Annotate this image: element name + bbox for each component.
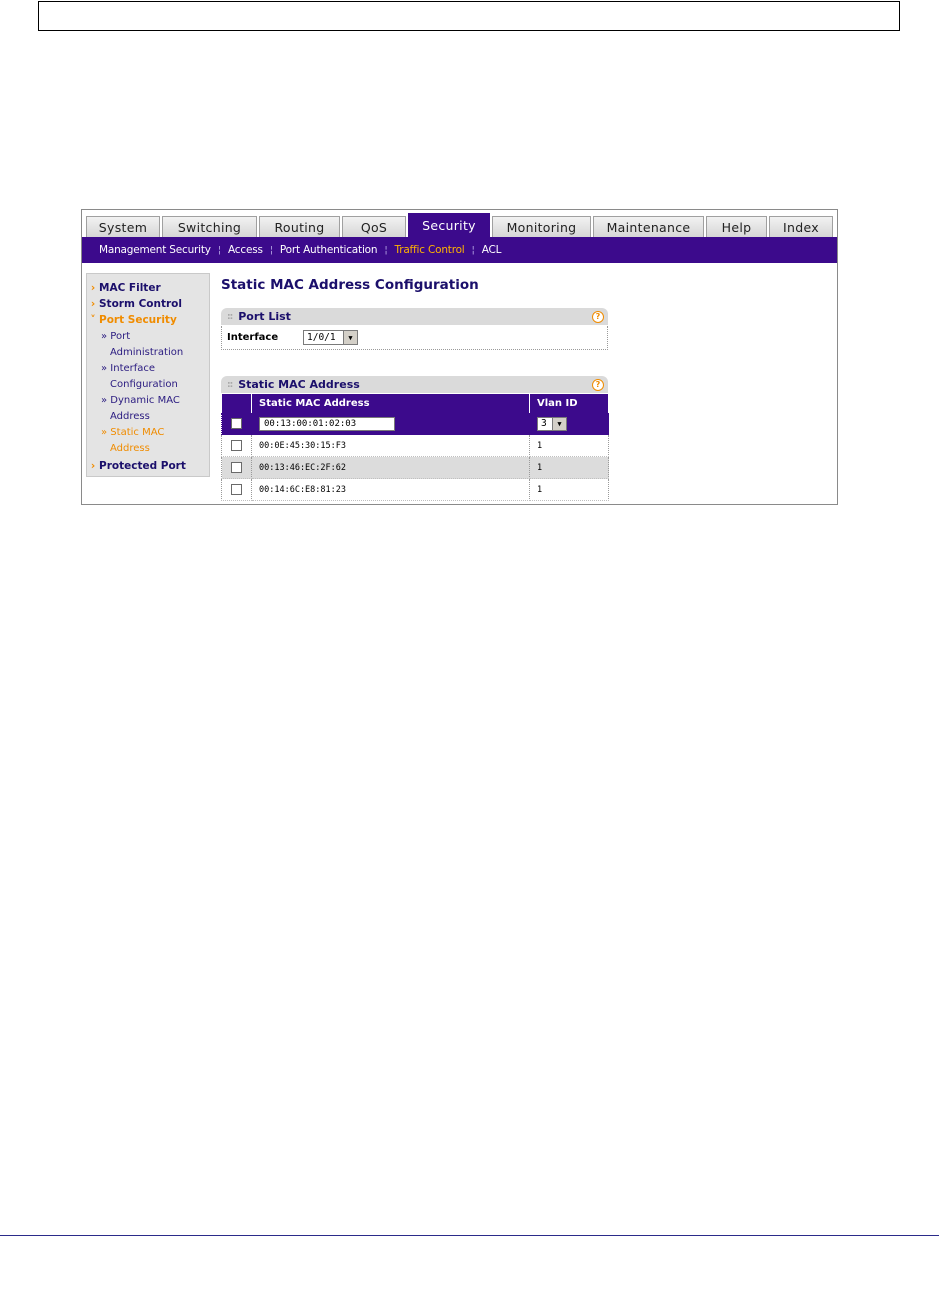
switch-web-ui [81,209,838,505]
chevron-down-icon: ˅ [90,314,96,326]
port-list-title: Port List [238,310,291,323]
subnav-access[interactable]: Access [228,244,263,256]
tab-maintenance[interactable]: Maintenance [593,216,704,237]
table-header-row [222,394,609,413]
row-vlan: 1 [530,435,609,457]
dropdown-arrow-icon[interactable]: ▼ [552,418,566,430]
sidebar-subitem-dynamic-mac-address[interactable]: » Dynamic MAC [101,395,180,406]
row-select [222,479,252,501]
footer-rule [0,1235,939,1236]
row-checkbox[interactable] [231,484,242,495]
column-header-vlan: Vlan ID [530,394,609,413]
row-mac: 00:13:46:EC:2F:62 [252,457,530,479]
tab-security[interactable]: Security [408,213,490,237]
interface-label: Interface [227,332,279,343]
sidebar-item-label: Port Security [99,314,177,326]
sidebar-item-label: Storm Control [99,298,182,310]
sidebar-subitem-port-administration[interactable]: » Port [101,331,131,342]
row-checkbox[interactable] [231,440,242,451]
sidebar-subitem-port-administration-line2[interactable]: Administration [110,347,184,358]
chevron-right-icon: › [90,282,96,294]
row-mac: 00:14:6C:E8:81:23 [252,479,530,501]
subnav-separator: ¦ [217,244,221,256]
tab-help[interactable]: Help [706,216,767,237]
sidebar-item-label: MAC Filter [99,282,161,294]
static-mac-table [221,394,609,501]
grip-icon: :: [227,311,233,322]
static-mac-panel-header [221,376,608,393]
sidebar-subitem-interface-configuration-line2[interactable]: Configuration [110,379,178,390]
sidebar-subitem-dynamic-mac-address-line2[interactable]: Address [110,411,150,422]
subnav-traffic-control[interactable]: Traffic Control [394,244,465,256]
table-row [222,479,609,501]
subnav-separator: ¦ [384,244,388,256]
subnav-management-security[interactable]: Management Security [99,244,211,256]
main-tabs [82,210,837,237]
page-title: Static MAC Address Configuration [221,277,479,293]
interface-select-value: 1/0/1 [307,332,336,343]
table-row [222,457,609,479]
sidebar [86,273,210,477]
row-vlan: 1 [530,479,609,501]
tab-monitoring[interactable]: Monitoring [492,216,591,237]
sub-navigation [82,237,837,263]
row-vlan: 1 [530,457,609,479]
tab-index[interactable]: Index [769,216,833,237]
subnav-acl[interactable]: ACL [481,244,502,256]
sidebar-subitem-static-mac-address[interactable]: » Static MAC [101,427,165,438]
interface-select[interactable] [303,330,358,345]
document-header-frame [38,1,900,31]
sidebar-item-label: Protected Port [99,460,186,472]
row-checkbox[interactable] [231,418,242,429]
chevron-right-icon: › [90,298,96,310]
grip-icon: :: [227,379,233,390]
dropdown-arrow-icon[interactable]: ▼ [343,331,357,344]
column-header-mac: Static MAC Address [252,394,530,413]
tab-switching[interactable]: Switching [162,216,257,237]
chevron-right-icon: › [90,460,96,472]
row-mac: 00:0E:45:30:15:F3 [252,435,530,457]
sidebar-item-mac-filter[interactable] [87,282,161,294]
row-checkbox[interactable] [231,462,242,473]
table-row [222,435,609,457]
sidebar-item-storm-control[interactable] [87,298,182,310]
tab-routing[interactable]: Routing [259,216,340,237]
row-select [222,457,252,479]
subnav-port-authentication[interactable]: Port Authentication [279,244,378,256]
subnav-separator: ¦ [471,244,475,256]
table-edit-row [222,413,609,435]
port-list-panel-header [221,308,608,325]
help-icon[interactable]: ? [592,379,604,391]
port-list-panel-body [221,326,608,350]
sidebar-item-port-security[interactable] [87,314,177,326]
help-icon[interactable]: ? [592,311,604,323]
select-column-header [222,394,252,413]
tab-system[interactable]: System [86,216,160,237]
row-select [222,435,252,457]
subnav-separator: ¦ [269,244,273,256]
vlan-id-select[interactable] [537,417,567,431]
sidebar-subitem-interface-configuration[interactable]: » Interface [101,363,156,374]
edit-row-mac-cell [252,413,530,435]
static-mac-title: Static MAC Address [238,378,360,391]
mac-address-input[interactable]: 00:13:00:01:02:03 [259,417,395,431]
edit-row-vlan-cell [530,413,609,435]
sidebar-subitem-static-mac-address-line2[interactable]: Address [110,443,150,454]
edit-row-select [222,413,252,435]
sidebar-item-protected-port[interactable] [87,460,186,472]
vlan-id-select-value: 3 [541,418,547,429]
tab-qos[interactable]: QoS [342,216,406,237]
